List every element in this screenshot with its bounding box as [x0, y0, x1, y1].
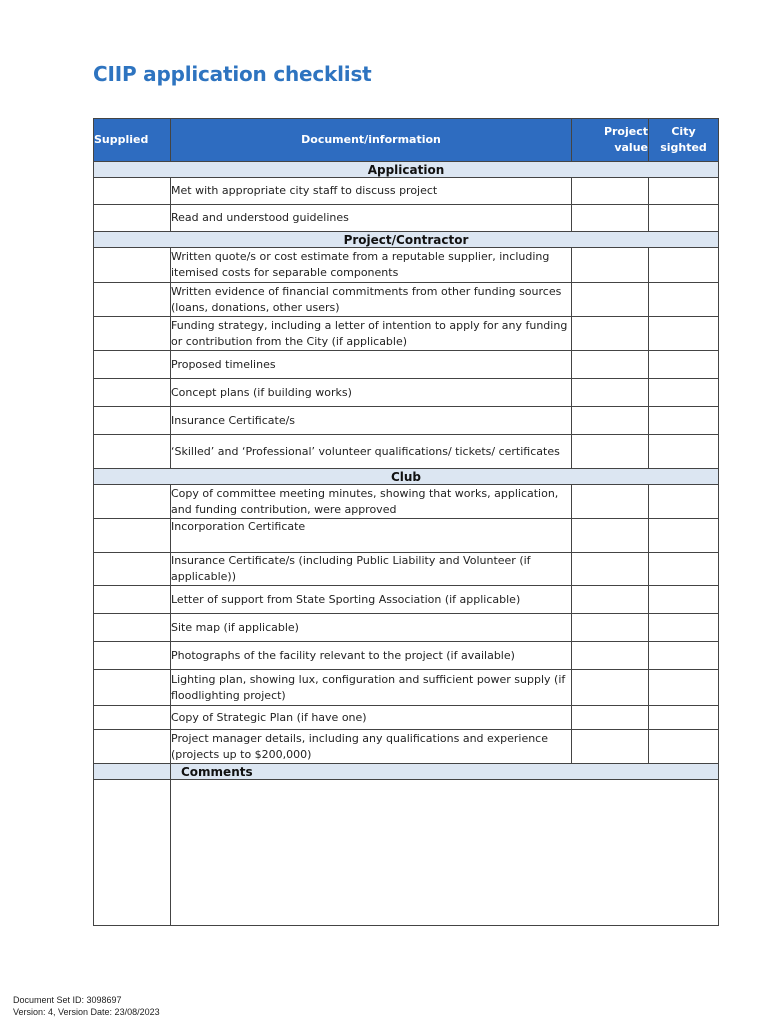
header-city-sighted-line2: sighted — [660, 141, 707, 154]
document-cell: Met with appropriate city staff to discuss project — [171, 178, 572, 205]
document-cell: Letter of support from State Sporting Association (if applicable) — [171, 586, 572, 614]
supplied-cell[interactable] — [94, 407, 171, 435]
supplied-cell[interactable] — [94, 553, 171, 586]
document-cell: Funding strategy, including a letter of intention to apply for any funding or contribution from the City (if applicable) — [171, 317, 572, 351]
project-value-cell[interactable] — [572, 205, 649, 232]
project-value-cell[interactable] — [572, 586, 649, 614]
table-row — [94, 317, 719, 351]
city-sighted-cell[interactable] — [649, 178, 719, 205]
section-project-contractor: Project/Contractor — [94, 232, 719, 248]
supplied-cell[interactable] — [94, 351, 171, 379]
comments-header-spacer — [94, 764, 171, 780]
section-comments: Comments — [171, 764, 719, 780]
project-value-cell[interactable] — [572, 379, 649, 407]
supplied-cell[interactable] — [94, 706, 171, 730]
table-row — [94, 435, 719, 469]
table-row — [94, 670, 719, 706]
table-row — [94, 379, 719, 407]
document-cell: Written evidence of financial commitments from other funding sources (loans, donations, other users) — [171, 283, 572, 317]
project-value-cell[interactable] — [572, 248, 649, 283]
header-supplied: Supplied — [94, 119, 171, 162]
city-sighted-cell[interactable] — [649, 248, 719, 283]
document-cell: Lighting plan, showing lux, configuration and sufficient power supply (if floodlighting project) — [171, 670, 572, 706]
document-cell: Copy of committee meeting minutes, showing that works, application, and funding contribution, were approved — [171, 485, 572, 519]
document-cell: Site map (if applicable) — [171, 614, 572, 642]
project-value-cell[interactable] — [572, 283, 649, 317]
project-value-cell[interactable] — [572, 407, 649, 435]
document-cell: Concept plans (if building works) — [171, 379, 572, 407]
footer-doc-set-id: Document Set ID: 3098697 — [13, 995, 122, 1005]
project-value-cell[interactable] — [572, 317, 649, 351]
table-row — [94, 283, 719, 317]
page-title: CIIP application checklist — [93, 62, 372, 86]
header-row — [94, 119, 719, 162]
supplied-cell[interactable] — [94, 435, 171, 469]
comments-row — [94, 780, 719, 926]
city-sighted-cell[interactable] — [649, 614, 719, 642]
section-application: Application — [94, 162, 719, 178]
document-cell: Written quote/s or cost estimate from a reputable supplier, including itemised costs for separable components — [171, 248, 572, 283]
city-sighted-cell[interactable] — [649, 706, 719, 730]
table-row — [94, 485, 719, 519]
supplied-cell[interactable] — [94, 248, 171, 283]
supplied-cell[interactable] — [94, 205, 171, 232]
document-cell: ‘Skilled’ and ‘Professional’ volunteer qualifications/ tickets/ certificates — [171, 435, 572, 469]
document-cell: Proposed timelines — [171, 351, 572, 379]
city-sighted-cell[interactable] — [649, 379, 719, 407]
header-project-value-line1: Project — [603, 125, 648, 138]
table-row — [94, 407, 719, 435]
header-document: Document/information — [171, 119, 572, 162]
supplied-cell[interactable] — [94, 730, 171, 764]
header-city-sighted — [649, 119, 719, 162]
header-city-sighted-line1: City — [671, 125, 696, 138]
section-row-club — [94, 469, 719, 485]
checklist-table — [93, 118, 719, 926]
city-sighted-cell[interactable] — [649, 435, 719, 469]
city-sighted-cell[interactable] — [649, 351, 719, 379]
city-sighted-cell[interactable] — [649, 283, 719, 317]
table-row — [94, 614, 719, 642]
project-value-cell[interactable] — [572, 614, 649, 642]
project-value-cell[interactable] — [572, 435, 649, 469]
project-value-cell[interactable] — [572, 706, 649, 730]
document-cell: Project manager details, including any qualifications and experience (projects up to $200,000) — [171, 730, 572, 764]
supplied-cell[interactable] — [94, 586, 171, 614]
document-cell: Read and understood guidelines — [171, 205, 572, 232]
table-row — [94, 205, 719, 232]
supplied-cell[interactable] — [94, 283, 171, 317]
project-value-cell[interactable] — [572, 553, 649, 586]
table-row — [94, 519, 719, 553]
city-sighted-cell[interactable] — [649, 670, 719, 706]
table-row — [94, 706, 719, 730]
city-sighted-cell[interactable] — [649, 205, 719, 232]
table-row — [94, 730, 719, 764]
table-row — [94, 553, 719, 586]
table-row — [94, 248, 719, 283]
city-sighted-cell[interactable] — [649, 586, 719, 614]
city-sighted-cell[interactable] — [649, 407, 719, 435]
city-sighted-cell[interactable] — [649, 519, 719, 553]
project-value-cell[interactable] — [572, 178, 649, 205]
footer-version: Version: 4, Version Date: 23/08/2023 — [13, 1007, 160, 1017]
comments-input[interactable] — [171, 780, 719, 926]
supplied-cell[interactable] — [94, 485, 171, 519]
document-cell: Incorporation Certificate — [171, 519, 572, 553]
project-value-cell[interactable] — [572, 351, 649, 379]
project-value-cell[interactable] — [572, 519, 649, 553]
city-sighted-cell[interactable] — [649, 485, 719, 519]
supplied-cell[interactable] — [94, 670, 171, 706]
supplied-cell[interactable] — [94, 642, 171, 670]
document-cell: Insurance Certificate/s (including Public Liability and Volunteer (if applicable)) — [171, 553, 572, 586]
supplied-cell[interactable] — [94, 178, 171, 205]
comments-supplied-cell[interactable] — [94, 780, 171, 926]
comments-header-row — [94, 764, 719, 780]
project-value-cell[interactable] — [572, 642, 649, 670]
city-sighted-cell[interactable] — [649, 642, 719, 670]
project-value-cell[interactable] — [572, 670, 649, 706]
header-project-value — [572, 119, 649, 162]
section-row-application — [94, 162, 719, 178]
table-row — [94, 586, 719, 614]
table-row — [94, 642, 719, 670]
footer — [13, 994, 160, 1018]
header-project-value-line2: value — [614, 141, 648, 154]
supplied-cell[interactable] — [94, 317, 171, 351]
project-value-cell[interactable] — [572, 730, 649, 764]
supplied-cell[interactable] — [94, 614, 171, 642]
city-sighted-cell[interactable] — [649, 317, 719, 351]
table-row — [94, 178, 719, 205]
supplied-cell[interactable] — [94, 519, 171, 553]
section-club: Club — [94, 469, 719, 485]
city-sighted-cell[interactable] — [649, 730, 719, 764]
supplied-cell[interactable] — [94, 379, 171, 407]
section-row-project-contractor — [94, 232, 719, 248]
document-cell: Insurance Certificate/s — [171, 407, 572, 435]
project-value-cell[interactable] — [572, 485, 649, 519]
table-row — [94, 351, 719, 379]
document-cell: Copy of Strategic Plan (if have one) — [171, 706, 572, 730]
city-sighted-cell[interactable] — [649, 553, 719, 586]
document-cell: Photographs of the facility relevant to the project (if available) — [171, 642, 572, 670]
